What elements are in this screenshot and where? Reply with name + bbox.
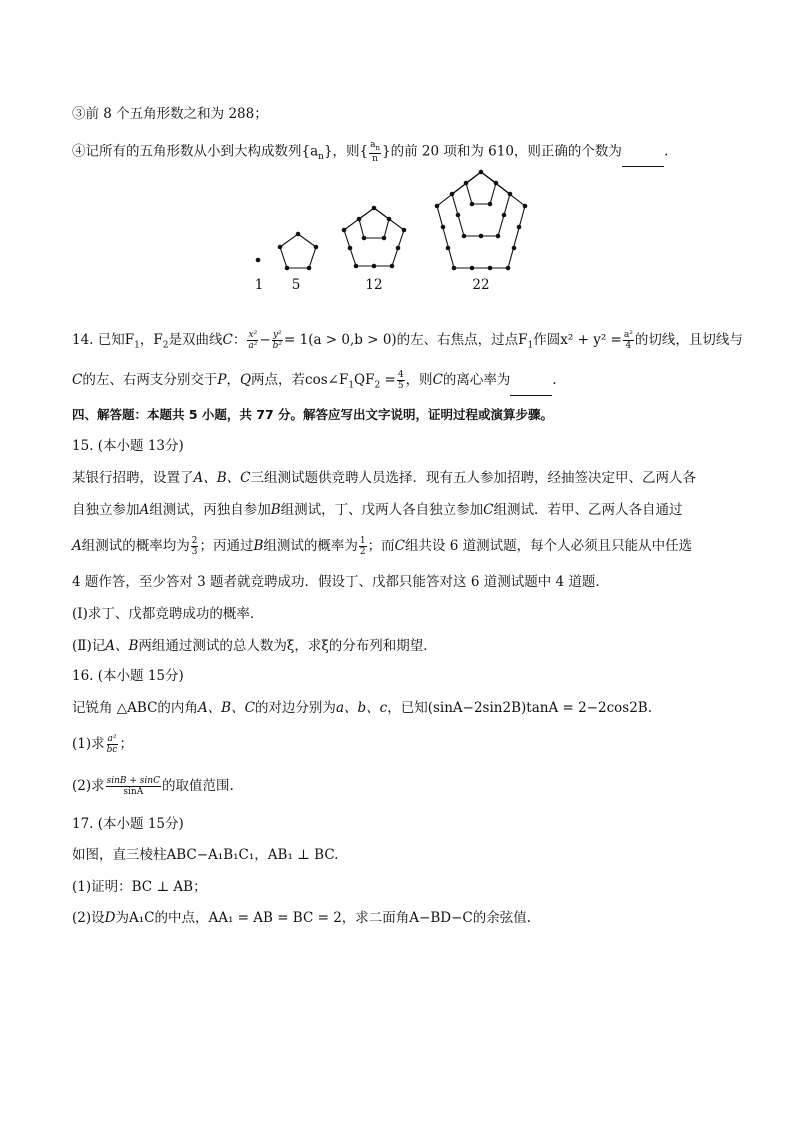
question-15-line-3: A组测试的概率均为 $\frac{2}{3}$ ；丙通过B组测试的概率为 $\frac{1}{2}$ ；而C组共设 6 道测试题，每个人必须且只能从中任选 [72,536,693,557]
pentagonal-numbers-figure [240,168,560,278]
figure-label-5: 5 [291,277,301,293]
question-17-line-1: 如图，直三棱柱ABC−A₁B₁C₁，AB₁ ⊥ BC. [72,847,339,863]
question-15-part-2: (Ⅱ)记A、B两组通过测试的总人数为ξ，求ξ的分布列和期望． [72,638,437,654]
question-16-line-1: 记锐角 △ABC的内角A、B、C的对边分别为a、b、c，已知(sinA−2sin2B)tanA = 2−2cos2B. [72,700,652,716]
question-14-line-1: 14. 已知$F_1$，$F_2$是双曲线C： $\frac{\text{x²}}{\text{a²}}$ − $\frac{\text{y²}}{\text{b²}}$ = 1(a > 0,b > 0)的左、右焦点，过点$F_1$作圆x² + y² = $\frac{\text{a²}}{4}$ 的切线，且切线与 [72,330,743,351]
figure-label-12: 12 [365,277,383,293]
statement-4: ④记所有的五角形数从小到大构成数列$\{a_n\}$，则{ $\frac{a_n}{n}$ }的前 20 项和为 610，则正确的个数为 . [72,140,668,167]
question-17-part-2: (2)设D为A₁C的中点，AA₁ = AB = BC = 2，求二面角A−BD−C的余弦值. [72,910,532,926]
pentagon-5 [278,232,319,271]
pentagon-1-dot [256,258,261,263]
answer-blank-13[interactable] [622,152,664,167]
question-15-line-2: 自独立参加A组测试，丙独自参加B组测试，丁、戊两人各自独立参加C组测试．若甲、乙两人各自通过 [72,502,683,518]
question-16-part-1: (1)求 $\frac{\text{a²}}{bc}$ ； [72,734,133,755]
answer-blank-14[interactable] [510,381,552,396]
fraction-an-over-n: $\frac{a_n}{n}$ [370,140,381,164]
section-4-heading: 四、解答题：本题共 5 小题，共 77 分。解答应写出文字说明，证明过程或演算步骤。 [72,407,554,422]
pentagon-22 [435,170,528,271]
question-15-heading: 15. (本小题 13分) [72,438,184,454]
question-17-part-1: (1)证明：BC ⊥ AB； [72,879,207,895]
question-15-line-1: 某银行招聘，设置了A、B、C三组测试题供竞聘人员选择．现有五人参加招聘，经抽签决定甲、乙两人各 [72,470,696,486]
figure-label-1: 1 [254,277,264,293]
pentagon-12 [342,206,407,269]
question-14-line-2: C的左、右两支分别交于P，Q两点，若$\cos\angle F_1QF_2$ = $\frac{4}{5}$ ，则C的离心率为 . [72,370,557,396]
question-16-part-2: (2)求 $\frac{\sin B + \sin C}{\sin A}$ 的取值范围. [72,776,234,797]
question-15-part-1: (Ⅰ)求丁、戊都竞聘成功的概率． [72,606,264,622]
figure-label-22: 22 [472,277,490,293]
statement-3: ③前 8 个五角形数之和为 288； [72,106,268,122]
question-16-heading: 16. (本小题 15分) [72,668,184,684]
question-17-heading: 17. (本小题 15分) [72,816,184,832]
question-15-line-4: 4 题作答，至少答对 3 题者就竞聘成功．假设丁、戊都只能答对这 6 道测试题中 4 道题． [72,574,609,590]
